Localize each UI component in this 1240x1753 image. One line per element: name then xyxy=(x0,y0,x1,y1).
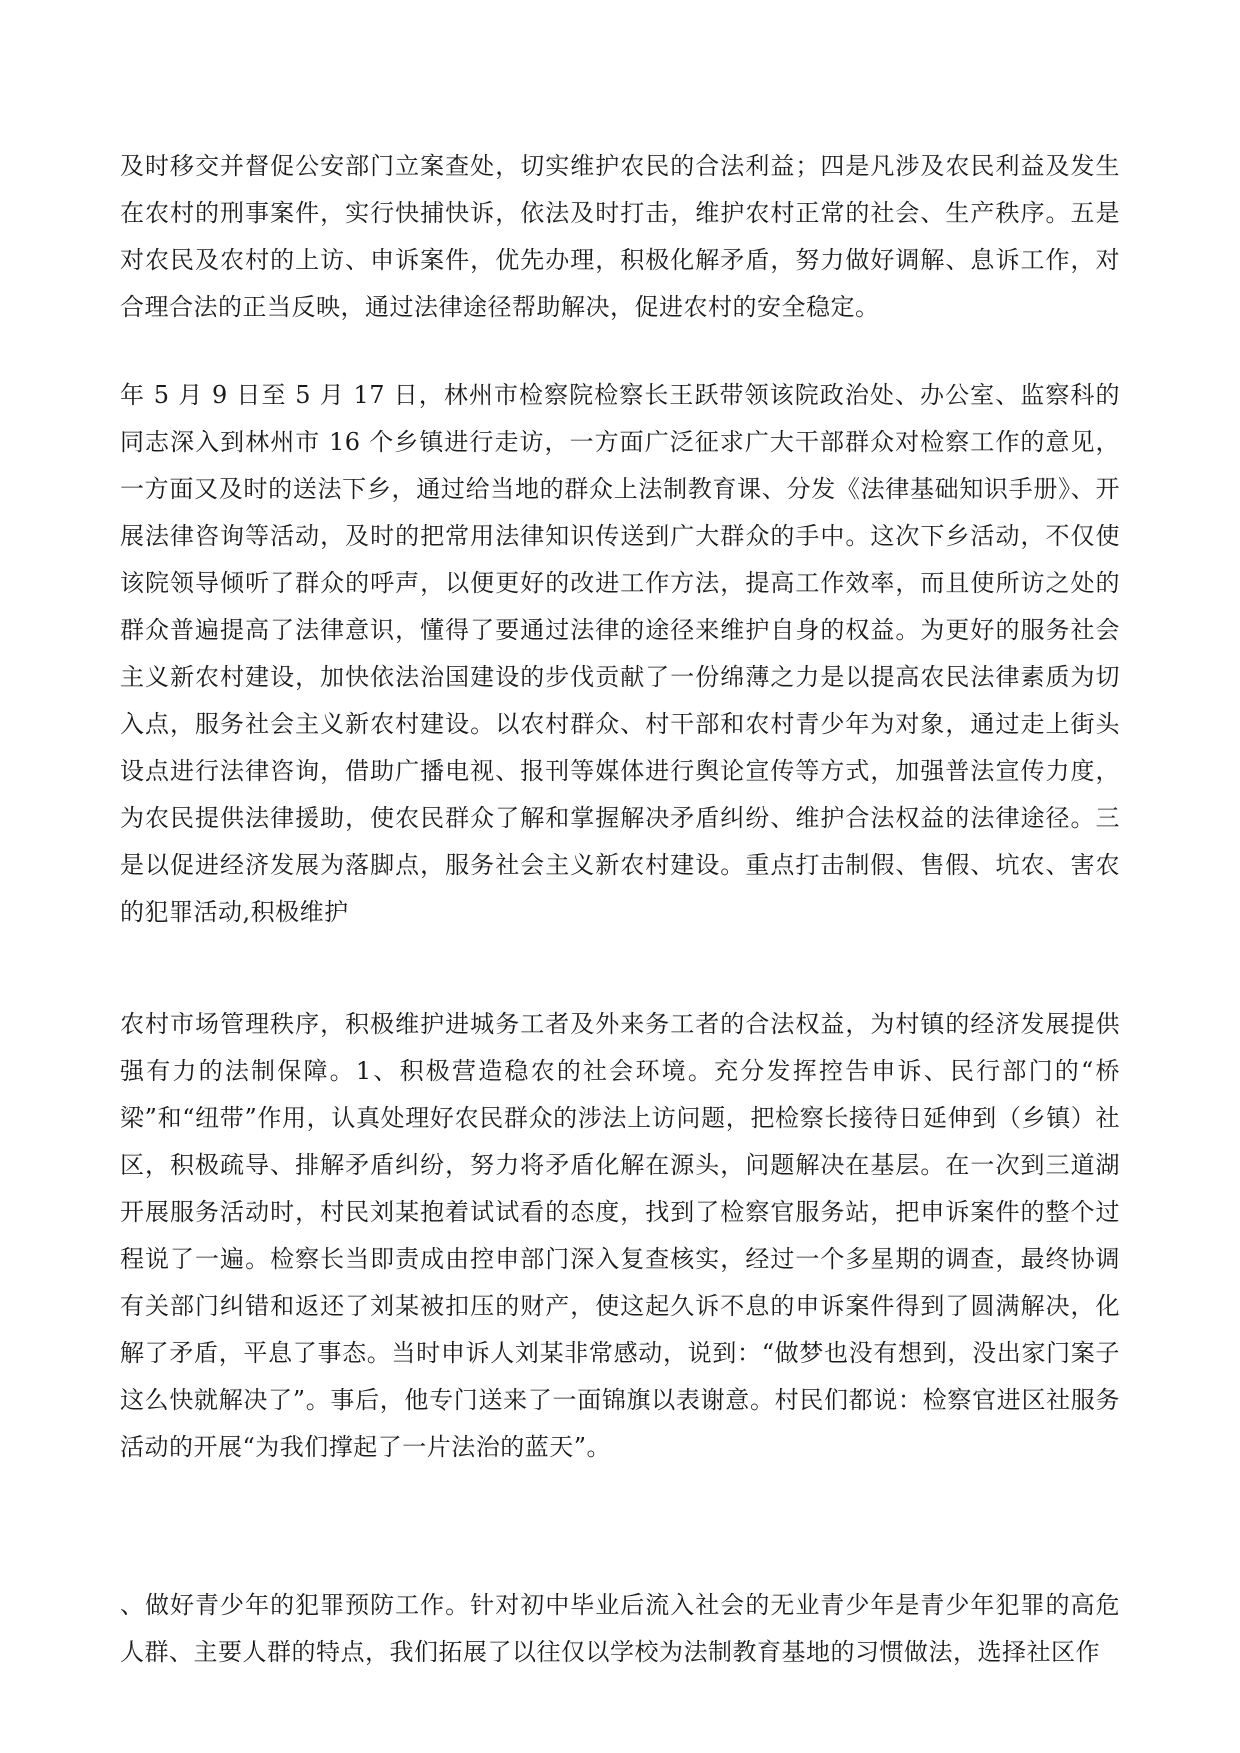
paragraph-3: 农村市场管理秩序，积极维护进城务工者及外来务工者的合法权益，为村镇的经济发展提供强有力的法制保障。1、积极营造稳农的社会环境。充分发挥控告申诉、民行部门的“桥梁”和“纽带”作用，认真处理好农民群众的涉法上访问题，把检察长接待日延伸到（乡镇）社区，积极疏导、排解矛盾纠纷，努力将矛盾化解在源头，问题解决在基层。在一次到三道湖开展服务活动时，村民刘某抱着试试看的态度，找到了检察官服务站，把申诉案件的整个过程说了一遍。检察长当即责成由控申部门深入复查核实，经过一个多星期的调查，最终协调有关部门纠错和返还了刘某被扣压的财产，使这起久诉不息的申诉案件得到了圆满解决，化解了矛盾，平息了事态。当时申诉人刘某非常感动，说到：“做梦也没有想到，没出家门案子这么快就解决了”。事后，他专门送来了一面锦旗以表谢意。村民们都说：检察官进区社服务活动的开展“为我们撑起了一片法治的蓝天”。 xyxy=(120,1010,1120,1461)
paragraph-2: 年 5 月 9 日至 5 月 17 日，林州市检察院检察长王跃带领该院政治处、办公室、监察科的同志深入到林州市 16 个乡镇进行走访，一方面广泛征求广大干部群众对检察工作的意见，一方面又及时的送法下乡，通过给当地的群众上法制教育课、分发《法律基础知识手册》、开展法律咨询等活动，及时的把常用法律知识传送到广大群众的手中。这次下乡活动，不仅使该院领导倾听了群众的呼声，以便更好的改进工作方法，提高工作效率，而且使所访之处的群众普遍提高了法律意识，懂得了要通过法律的途径来维护自身的权益。为更好的服务社会主义新农村建设，加快依法治国建设的步伐贡献了一份绵薄之力是以提高农民法律素质为切入点，服务社会主义新农村建设。以农村群众、村干部和农村青少年为对象，通过走上街头设点进行法律咨询，借助广播电视、报刊等媒体进行舆论宣传等方式，加强普法宣传力度，为农民提供法律援助，使农民群众了解和掌握解决矛盾纠纷、维护合法权益的法律途径。三是以促进经济发展为落脚点，服务社会主义新农村建设。重点打击制假、售假、坑农、害农的犯罪活动,积极维护 xyxy=(120,381,1120,926)
paragraph-1: 及时移交并督促公安部门立案查处，切实维护农民的合法利益；四是凡涉及农民利益及发生在农村的刑事案件，实行快捕快诉，依法及时打击，维护农村正常的社会、生产秩序。五是对农民及农村的上访、申诉案件，优先办理，积极化解矛盾，努力做好调解、息诉工作，对合理合法的正当反映，通过法律途径帮助解决，促进农村的安全稳定。 xyxy=(120,152,1120,321)
paragraph-4: 、做好青少年的犯罪预防工作。针对初中毕业后流入社会的无业青少年是青少年犯罪的高危人群、主要人群的特点，我们拓展了以往仅以学校为法制教育基地的习惯做法，选择社区作 xyxy=(120,1591,1120,1666)
